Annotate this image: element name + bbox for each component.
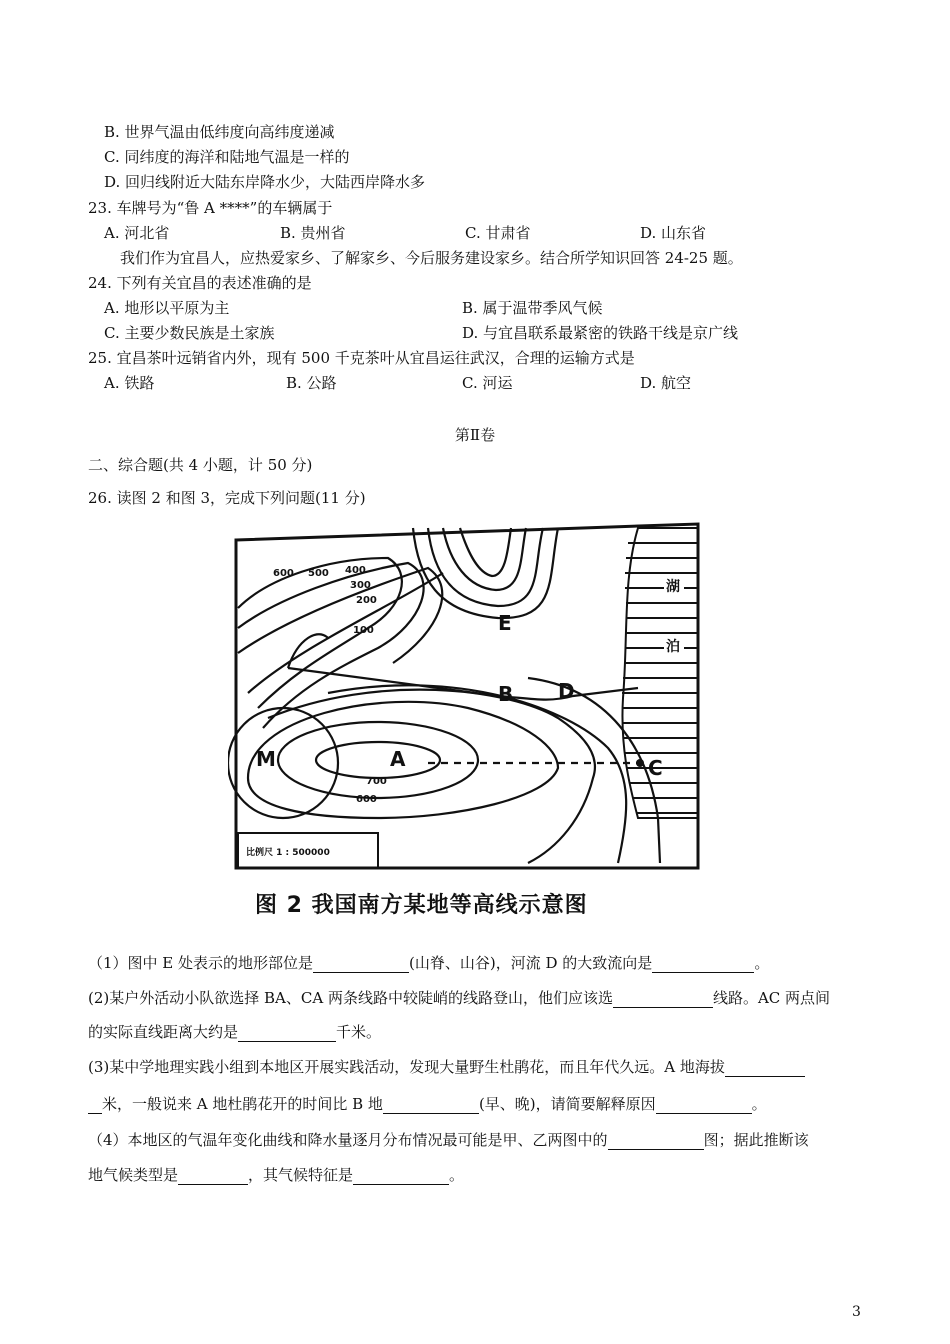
answer-blank[interactable] xyxy=(608,1133,704,1150)
lake-label: 泊 xyxy=(666,639,680,655)
answer-blank[interactable] xyxy=(652,956,754,973)
page-number: 3 xyxy=(852,1304,861,1320)
point-label-b: B xyxy=(498,682,514,706)
contour-label: 600 xyxy=(356,794,377,805)
volume-title: 第Ⅱ卷 xyxy=(454,426,496,444)
q26-part3-line1: (3)某中学地理实践小组到本地区开展实践活动，发现大量野生杜鹃花，而且年代久远。A 地海拔 xyxy=(88,1057,805,1077)
q23-stem: 23. 车牌号为“鲁 A ****”的车辆属于 xyxy=(88,199,333,217)
contour-label: 100 xyxy=(353,625,374,636)
contour-label: 600 xyxy=(273,568,294,579)
intro-text: 我们作为宜昌人，应热爱家乡、了解家乡、今后服务建设家乡。结合所学知识回答 24-25 题。 xyxy=(120,249,743,267)
q25-option-a: A. 铁路 xyxy=(104,374,155,392)
scale-label: 比例尺 1 : 500000 xyxy=(246,848,330,858)
q26-part1: （1）图中 E 处表示的地形部位是 (山脊、山谷)，河流 D 的大致流向是 。 xyxy=(88,954,770,972)
point-label-m: M xyxy=(256,747,276,771)
contour-label: 500 xyxy=(308,568,329,579)
q26-part3-line2: 米，一般说来 A 地杜鹃花开的时间比 B 地 (早、晚)，请简要解释原因 。 xyxy=(88,1094,767,1114)
q24-option-d: D. 与宜昌联系最紧密的铁路干线是京广线 xyxy=(462,324,739,342)
q23-option-b: B. 贵州省 xyxy=(280,224,346,242)
q25-option-b: B. 公路 xyxy=(286,374,337,392)
point-label-a: A xyxy=(390,747,406,771)
answer-blank[interactable] xyxy=(383,1097,479,1114)
q25-option-d: D. 航空 xyxy=(640,374,692,392)
contour-map-figure xyxy=(228,518,702,873)
answer-blank[interactable] xyxy=(656,1097,752,1114)
answer-blank[interactable] xyxy=(353,1168,449,1185)
q26-stem: 26. 读图 2 和图 3，完成下列问题(11 分) xyxy=(88,489,366,507)
point-label-e: E xyxy=(498,611,512,635)
q23-option-c: C. 甘肃省 xyxy=(465,224,531,242)
contour-label: 300 xyxy=(350,580,371,591)
figure-caption: 图 2 我国南方某地等高线示意图 xyxy=(255,893,588,918)
answer-blank[interactable] xyxy=(178,1168,248,1185)
q26-part2-line1: (2)某户外活动小队欲选择 BA、CA 两条线路中较陡峭的线路登山，他们应该选 线路。AC 两点间 xyxy=(88,989,831,1007)
q24-option-b: B. 属于温带季风气候 xyxy=(462,299,603,317)
q23-option-a: A. 河北省 xyxy=(104,224,170,242)
q24-option-c: C. 主要少数民族是土家族 xyxy=(104,324,275,342)
answer-blank[interactable] xyxy=(313,956,409,973)
q25-option-c: C. 河运 xyxy=(462,374,513,392)
q22-option-d: D. 回归线附近大陆东岸降水少，大陆西岸降水多 xyxy=(104,173,426,191)
contour-label: 400 xyxy=(345,565,366,576)
answer-blank[interactable] xyxy=(725,1060,805,1077)
q24-stem: 24. 下列有关宜昌的表述准确的是 xyxy=(88,274,312,292)
contour-label: 700 xyxy=(366,776,387,787)
q25-stem: 25. 宜昌茶叶远销省内外，现有 500 千克茶叶从宜昌运往武汉，合理的运输方式是 xyxy=(88,349,635,367)
lake-label: 湖 xyxy=(666,579,680,595)
point-label-d: D xyxy=(558,679,575,703)
contour-label: 200 xyxy=(356,595,377,606)
answer-blank[interactable] xyxy=(238,1025,336,1042)
q24-option-a: A. 地形以平原为主 xyxy=(104,299,230,317)
answer-blank[interactable] xyxy=(88,1097,102,1114)
q22-option-b: B. 世界气温由低纬度向高纬度递减 xyxy=(104,123,335,141)
q26-part2-line2: 的实际直线距离大约是 千米。 xyxy=(88,1023,382,1041)
q23-option-d: D. 山东省 xyxy=(640,224,707,242)
q26-part4-line2: 地气候类型是 ，其气候特征是 。 xyxy=(88,1166,465,1184)
contour-map xyxy=(228,518,702,873)
q26-part4-line1: （4）本地区的气温年变化曲线和降水量逐月分布情况最可能是甲、乙两图中的 图；据此推断该 xyxy=(88,1131,809,1149)
answer-blank[interactable] xyxy=(613,991,713,1008)
q22-option-c: C. 同纬度的海洋和陆地气温是一样的 xyxy=(104,148,350,166)
section-heading: 二、综合题(共 4 小题，计 50 分) xyxy=(88,456,313,474)
point-label-c: C xyxy=(648,756,663,780)
